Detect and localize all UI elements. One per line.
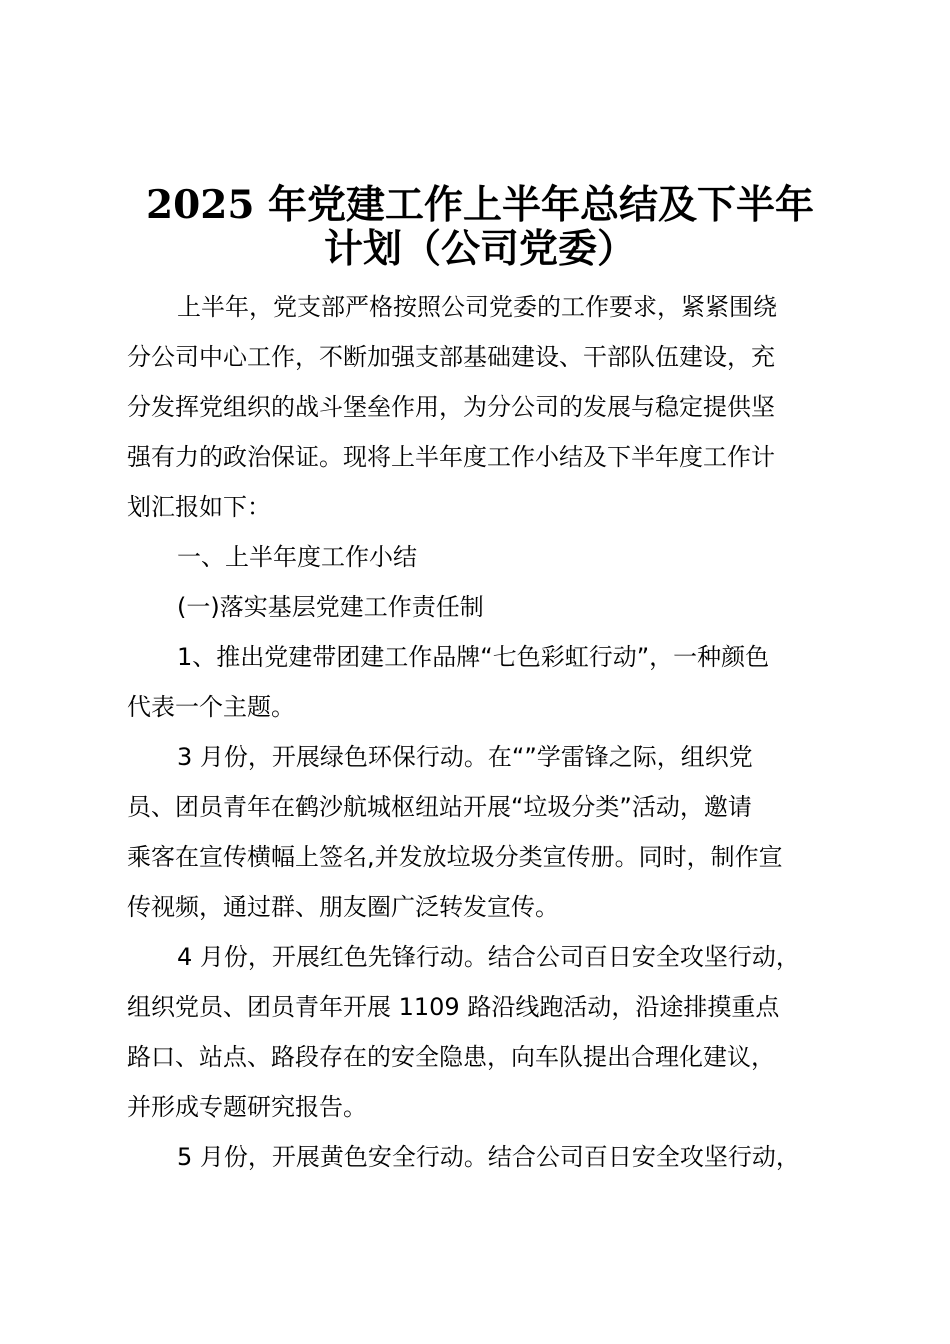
text-line: 分公司中心工作，不断加强支部基础建设、干部队伍建设，充 — [127, 343, 775, 371]
document-body — [127, 282, 855, 1182]
text-line: 员、团员青年在鹤沙航城枢纽站开展“垃圾分类”活动，邀请 — [127, 793, 752, 821]
text-line: 一、上半年度工作小结 — [177, 543, 417, 571]
text-line: 4 月份，开展红色先锋行动。结合公司百日安全攻坚行动， — [177, 943, 800, 971]
march-paragraph — [127, 732, 855, 932]
text-line: 组织党员、团员青年开展 1109 路沿线跑活动，沿途排摸重点 — [127, 993, 780, 1021]
text-line: 划汇报如下： — [127, 493, 271, 521]
document-title — [100, 183, 860, 271]
text-line: 传视频，通过群、朋友圈广泛转发宣传。 — [127, 893, 559, 921]
text-line: 3 月份，开展绿色环保行动。在“”学雷锋之际，组织党 — [177, 743, 753, 771]
text-line: 5 月份，开展黄色安全行动。结合公司百日安全攻坚行动， — [177, 1143, 800, 1171]
april-paragraph — [127, 932, 855, 1132]
text-line: 1、推出党建带团建工作品牌“七色彩虹行动”，一种颜色 — [177, 643, 770, 671]
item-paragraph — [127, 632, 855, 732]
text-line: 上半年，党支部严格按照公司党委的工作要求，紧紧围绕 — [177, 293, 777, 321]
text-line: (一)落实基层党建工作责任制 — [177, 593, 484, 621]
text-line: 并形成专题研究报告。 — [127, 1093, 367, 1121]
subsection-heading — [127, 582, 855, 632]
text-line: 强有力的政治保证。现将上半年度工作小结及下半年度工作计 — [127, 443, 775, 471]
text-line: 分发挥党组织的战斗堡垒作用，为分公司的发展与稳定提供坚 — [127, 393, 775, 421]
title-line: 2025 年党建工作上半年总结及下半年 — [145, 182, 815, 228]
text-line: 乘客在宣传横幅上签名,并发放垃圾分类宣传册。同时，制作宣 — [127, 843, 783, 871]
text-line: 路口、站点、路段存在的安全隐患，向车队提出合理化建议， — [127, 1043, 775, 1071]
intro-paragraph — [127, 282, 855, 532]
text-line: 代表一个主题。 — [127, 693, 295, 721]
section-heading — [127, 532, 855, 582]
may-paragraph — [127, 1132, 855, 1182]
title-line: 计划（公司党委） — [323, 226, 636, 272]
